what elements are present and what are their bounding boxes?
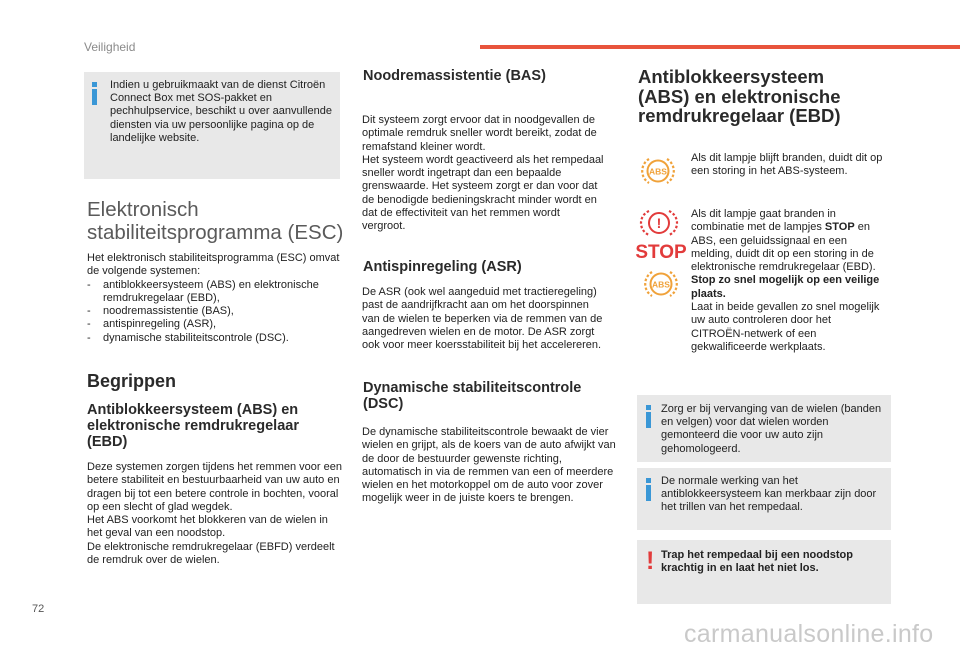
watermark: carmanualsonline.info bbox=[684, 620, 934, 648]
svg-text:!: ! bbox=[656, 215, 662, 231]
abs-ebd-text: Deze systemen zorgen tijdens het remmen voor een betere stabiliteit en bestuurbaarheid van uw auto en dragen bij tot een betere controle in bochten, vooral op een slecht of glad wegdek. Het ABS voorkomt het blokkeren van de wielen in het geval van een noodstop. De elektronische remdrukregelaar (EBFD) verdeelt de remdruk over de wielen. bbox=[87, 461, 342, 567]
abs-warning-lamp-icon bbox=[641, 155, 675, 187]
abs-ebd-main-title: Antiblokkeersysteem (ABS) en elektronische remdrukregelaar (EBD) bbox=[638, 66, 841, 126]
svg-text:ABS: ABS bbox=[649, 166, 667, 177]
svg-text:ABS: ABS bbox=[652, 279, 670, 290]
info-note-pedal-vibration bbox=[637, 468, 891, 530]
warning-note-emergency-stop bbox=[637, 540, 891, 604]
info-note-text: Indien u gebruikmaakt van de dienst Citroën Connect Box met SOS-pakket en pechhulpservice, beschikt u over aanvullende diensten via uw persoonlijke pagina op de landelijke website. bbox=[110, 79, 332, 144]
bas-text: Dit systeem zorgt ervoor dat in noodgevallen de optimale remdruk sneller wordt bereikt, zodat de remafstand kleiner wordt. Het systeem wordt geactiveerd als het rempedaal sneller wordt ingetrapt dan een bepaalde grenswaarde. Het systeem zorgt er dan voor dat de benodigde bedieningskracht minder wordt en dat de effectiviteit van het remmen wordt vergroot. bbox=[362, 114, 604, 233]
dsc-text: De dynamische stabiliteitscontrole bewaakt de vier wielen en grijpt, als de koers van de auto afwijkt van de door de bestuurder gewenste richting, automatisch in via de remmen van een of meerdere wielen en het motorkoppel om de auto voor zover mogelijk weer in de juiste koers te brengen. bbox=[362, 426, 616, 505]
info-note-text: Zorg er bij vervanging van de wielen (banden en velgen) voor dat wielen worden gemonteerd die voor uw auto zijn gehomologeerd. bbox=[661, 403, 882, 455]
abs-ebd-heading: Antiblokkeersysteem (ABS) en elektronische remdrukregelaar (EBD) bbox=[87, 402, 299, 450]
bas-heading: Noodremassistentie (BAS) bbox=[363, 68, 546, 84]
esc-list-item: - noodremassistentie (BAS), bbox=[87, 305, 234, 318]
lamp2-text: Als dit lampje gaat branden in combinatie met de lampjes STOP en ABS, een geluidssignaal en een melding, duidt dit op een storing in de elektronische remdrukregelaar (EBD). Stop zo snel mogelijk op een veilige plaats. Laat in beide gevallen zo snel mogelijk uw auto controleren door het CITROËN-netwerk of een gekwalificeerde werkplaats. bbox=[691, 208, 880, 353]
abs-lamp-icon bbox=[644, 268, 678, 300]
esc-list-item: - antiblokkeersysteem (ABS) en elektronische remdrukregelaar (EBD), bbox=[87, 278, 319, 304]
esc-title: Elektronisch stabiliteitsprogramma (ESC) bbox=[87, 198, 344, 244]
info-note-connect-box bbox=[84, 72, 340, 179]
esc-intro: Het elektronisch stabiliteitsprogramma (ESC) omvat de volgende systemen: bbox=[87, 252, 340, 278]
esc-body bbox=[87, 252, 343, 345]
lamp1-text: Als dit lampje blijft branden, duidt dit op een storing in het ABS-systeem. bbox=[691, 152, 883, 178]
lamp2-bold-instruction: Stop zo snel mogelijk op een veilige plaats. bbox=[691, 274, 880, 300]
brake-warning-lamp-icon bbox=[642, 208, 676, 238]
svg-text:STOP: STOP bbox=[635, 242, 687, 263]
warning-text: Trap het rempedaal bij een noodstop krachtig in en laat het niet los. bbox=[661, 549, 853, 575]
info-icon bbox=[92, 82, 97, 105]
info-icon bbox=[646, 405, 651, 428]
begrippen-heading: Begrippen bbox=[87, 371, 177, 391]
info-note-text: De normale werking van het antiblokkeersysteem kan merkbaar zijn door het trillen van het rempedaal. bbox=[661, 475, 877, 514]
asr-text: De ASR (ook wel aangeduid met tractieregeling) past de aandrijfkracht aan om het doorspinnen van de wielen te beperken via de remmen van de aangedreven wielen en de motor. De ASR zorgt ook voor meer koersstabiliteit bij het accelereren. bbox=[362, 286, 603, 352]
esc-list-item: - dynamische stabiliteitscontrole (DSC). bbox=[87, 331, 289, 344]
running-header: Veiligheid bbox=[84, 40, 136, 54]
info-icon bbox=[646, 478, 651, 501]
asr-heading: Antispinregeling (ASR) bbox=[363, 259, 522, 275]
header-accent-bar bbox=[480, 45, 960, 49]
stop-lamp-icon bbox=[635, 240, 687, 263]
warning-exclamation-icon: ! bbox=[646, 547, 655, 575]
page-number: 72 bbox=[32, 603, 45, 615]
esc-list-item: - antispinregeling (ASR), bbox=[87, 318, 217, 331]
dsc-heading: Dynamische stabiliteitscontrole (DSC) bbox=[363, 380, 582, 412]
info-note-wheels bbox=[637, 395, 891, 462]
